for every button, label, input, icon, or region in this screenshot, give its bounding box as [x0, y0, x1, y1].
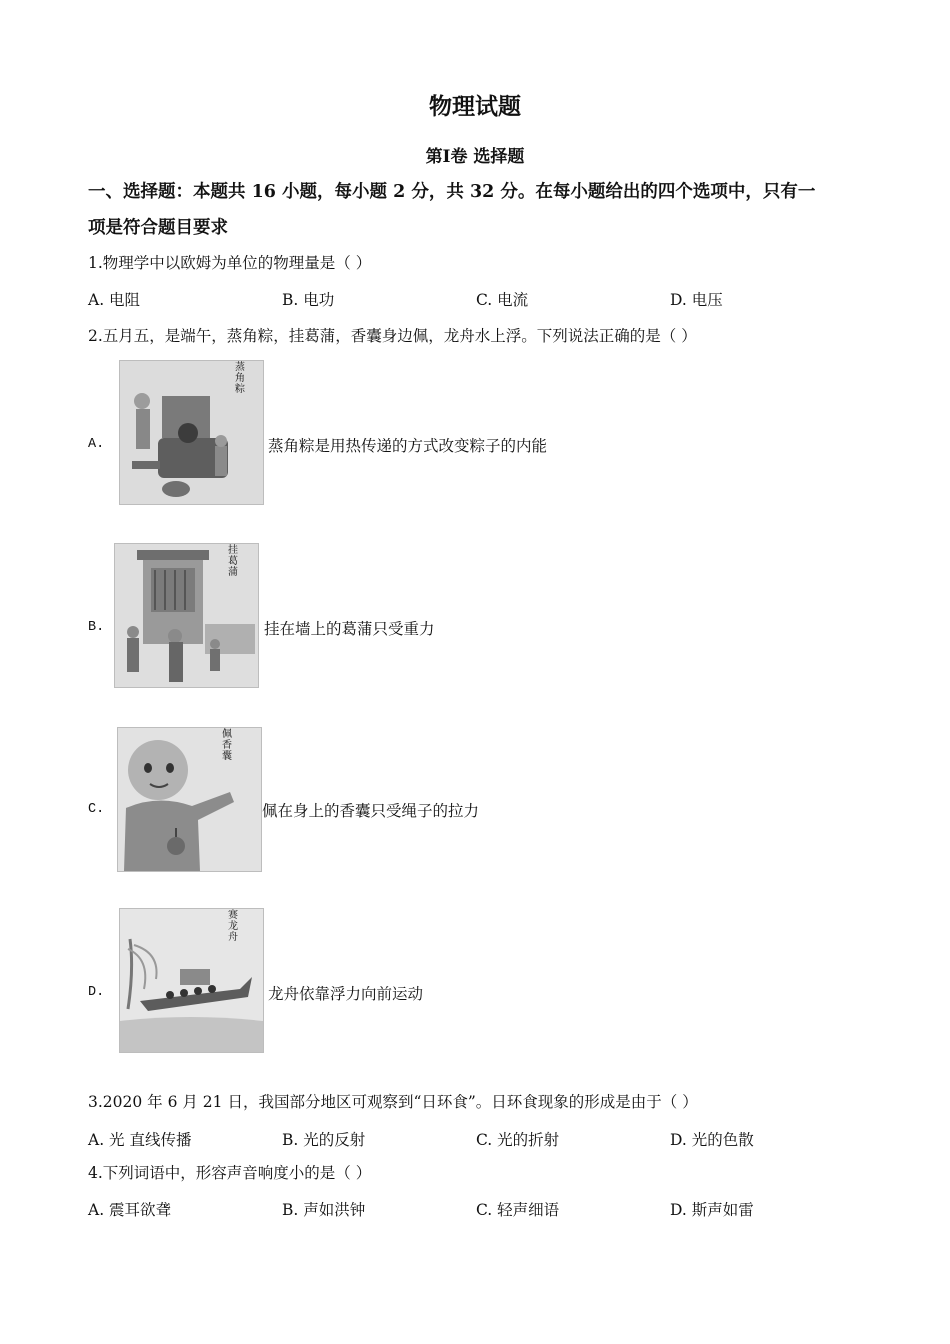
question-2-option-b-text[interactable]: 挂在墙上的葛蒲只受重力: [264, 620, 435, 638]
question-3-stem: 3.2020 年 6 月 21 日，我国部分地区可观察到“日环食”。日环食现象的形成是由于（ ）: [88, 1093, 698, 1111]
section-heading-line1: 一、选择题：本题共 16 小题，每小题 2 分，共 32 分。在每小题给出的四个选项中，只有一: [88, 182, 816, 202]
question-3-option-c[interactable]: C. 光的折射: [476, 1131, 560, 1149]
page-title: 物理试题: [429, 93, 521, 120]
sachet-child-illustration: [117, 727, 262, 872]
question-4-option-d[interactable]: D. 斯声如雷: [670, 1201, 754, 1219]
question-2-option-b-label[interactable]: B.: [88, 620, 105, 635]
question-2-option-d-label[interactable]: D.: [88, 985, 105, 1000]
question-1-option-c[interactable]: C. 电流: [476, 291, 529, 309]
question-1-stem: 1.物理学中以欧姆为单位的物理量是（ ）: [88, 254, 372, 272]
question-2-stem: 2.五月五，是端午，蒸角粽，挂葛蒲，香囊身边佩，龙舟水上浮。下列说法正确的是（ ）: [88, 327, 697, 345]
question-2-option-c-label[interactable]: C.: [88, 802, 105, 817]
question-3-option-a[interactable]: A. 光 直线传播: [88, 1131, 192, 1149]
question-2-option-a-text[interactable]: 蒸角粽是用热传递的方式改变粽子的内能: [268, 437, 548, 455]
question-1-option-a[interactable]: A. 电阻: [88, 291, 141, 309]
section-heading-line2: 项是符合题目要求: [88, 218, 228, 238]
question-2-option-c-image-caption: 佩香囊: [222, 729, 232, 762]
question-1-option-b[interactable]: B. 电功: [282, 291, 335, 309]
question-3-option-d[interactable]: D. 光的色散: [670, 1131, 754, 1149]
section-subtitle: 第I卷 选择题: [425, 147, 525, 167]
question-2-option-b-image-caption: 挂葛蒲: [228, 545, 238, 578]
dragon-boat-illustration: [119, 908, 264, 1053]
question-3-option-b[interactable]: B. 光的反射: [282, 1131, 366, 1149]
question-2-option-a-image-caption: 蒸角粽: [235, 362, 245, 395]
question-2-option-d-image-caption: 赛龙舟: [228, 910, 238, 943]
question-4-stem: 4.下列词语中，形容声音响度小的是（ ）: [88, 1164, 372, 1182]
question-2-option-c-text[interactable]: 佩在身上的香囊只受绳子的拉力: [262, 802, 480, 820]
question-4-option-c[interactable]: C. 轻声细语: [476, 1201, 560, 1219]
question-4-option-b[interactable]: B. 声如洪钟: [282, 1201, 366, 1219]
question-2-option-a-label[interactable]: A.: [88, 437, 105, 452]
question-1-option-d[interactable]: D. 电压: [670, 291, 723, 309]
question-2-option-d-text[interactable]: 龙舟依靠浮力向前运动: [268, 985, 424, 1003]
question-4-option-a[interactable]: A. 震耳欲聋: [88, 1201, 172, 1219]
